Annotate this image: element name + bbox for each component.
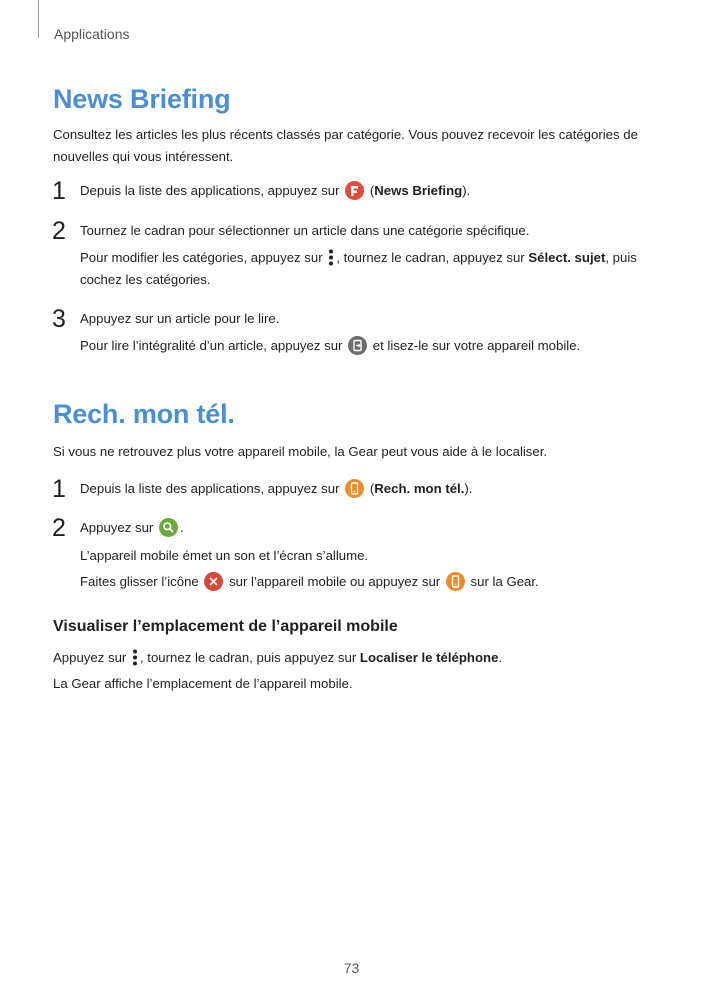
show-on-phone-icon <box>348 336 367 355</box>
find-step-2-result: L’appareil mobile émet un son et l’écran s’allume. <box>80 548 369 563</box>
find-step-2: Appuyez sur . <box>80 520 184 535</box>
more-options-icon <box>132 649 138 666</box>
page-number: 73 <box>343 960 360 976</box>
news-step-2-text: Tournez le cadran pour sélectionner un article dans une catégorie spécifique. <box>80 223 530 238</box>
find-my-phone-app-icon <box>345 479 364 498</box>
news-step-1: Depuis la liste des applications, appuyez sur (News Briefing). <box>80 183 471 198</box>
news-step-3-number: 3 <box>52 305 66 333</box>
find-my-phone-heading: Rech. mon tél. <box>53 399 235 429</box>
find-my-phone-intro: Si vous ne retrouvez plus votre appareil mobile, la Gear peut vous aide à le localiser. <box>53 444 548 459</box>
search-icon <box>159 518 178 537</box>
find-step-2-number: 2 <box>52 514 66 542</box>
find-step-1-number: 1 <box>52 475 66 503</box>
news-step-1-text: Depuis la liste des applications, appuyez sur <box>80 183 340 198</box>
locate-device-result: La Gear affiche l’emplacement de l’appareil mobile. <box>53 676 353 691</box>
find-my-phone-stop-icon <box>446 572 465 591</box>
news-briefing-heading: News Briefing <box>53 84 231 114</box>
news-briefing-app-icon <box>345 181 364 200</box>
select-topic-label: Sélect. sujet <box>528 250 606 265</box>
news-step-3: Appuyez sur un article pour le lire. <box>80 311 280 326</box>
locate-device-subheading: Visualiser l’emplacement de l’appareil mobile <box>53 618 398 635</box>
locate-phone-label: Localiser le téléphone <box>359 650 499 665</box>
locate-device-instruction: Appuyez sur , tournez le cadran, puis appuyez sur Localiser le téléphone. <box>53 650 503 665</box>
find-my-phone-label: Rech. mon tél. <box>374 481 465 496</box>
header-rule <box>38 0 39 38</box>
dismiss-icon <box>204 572 223 591</box>
news-step-2 <box>80 220 650 242</box>
news-step-2-detail: Pour modifier les catégories, appuyez sur , tournez le cadran, appuyez sur Sélect. sujet, puis cochez les catégories. <box>80 250 637 287</box>
news-step-1-number: 1 <box>52 177 66 205</box>
more-options-icon <box>328 249 334 266</box>
header-title: Applications <box>54 26 130 42</box>
find-step-1: Depuis la liste des applications, appuyez sur (Rech. mon tél.). <box>80 481 473 496</box>
news-briefing-label: News Briefing <box>374 183 463 198</box>
news-briefing-intro: Consultez les articles les plus récents classés par catégorie. Vous pouvez recevoir les catégories de nouvelles qui vous intéressent. <box>53 127 638 164</box>
news-step-2-number: 2 <box>52 217 66 245</box>
find-step-2-dismiss: Faites glisser l’icône sur l’appareil mobile ou appuyez sur sur la Gear. <box>80 574 539 589</box>
news-step-3-detail: Pour lire l’intégralité d’un article, appuyez sur et lisez-le sur votre appareil mobile. <box>80 338 581 353</box>
